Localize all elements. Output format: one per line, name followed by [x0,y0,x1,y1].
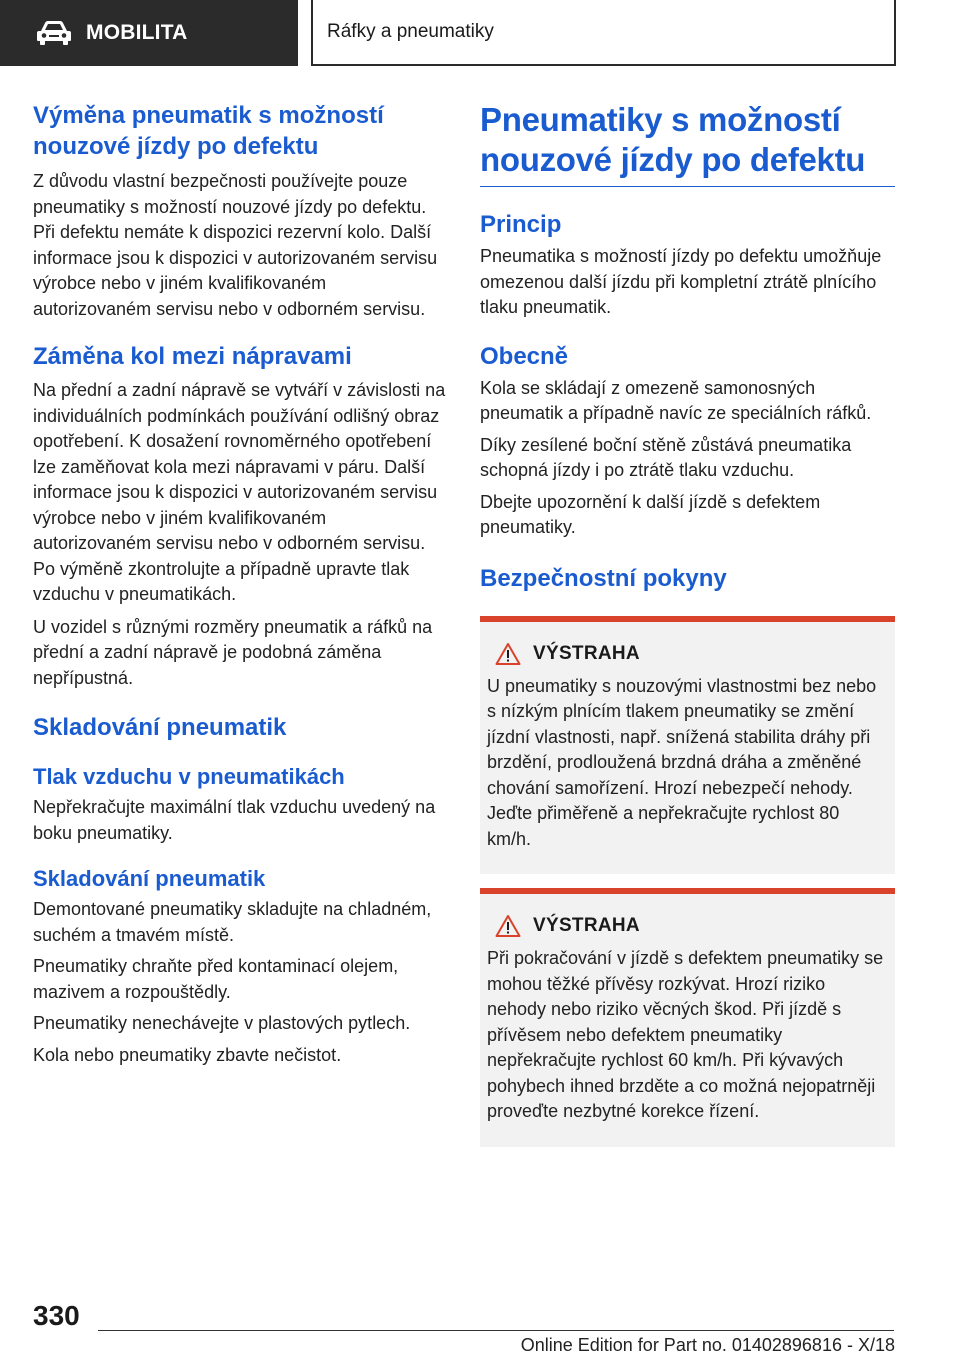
paragraph: Demontované pneumatiky skladujte na chladném, suchém a tmavém místě. [33,899,432,945]
paragraph: U vozidel s různými rozměry pneumatik a ráfků na přední a zadní nápravě je podobná záměna nepřípustná. [33,616,433,688]
paragraph: Díky zesílené boční stěně zůstává pneumatika schopná jízdy i po ztrátě tlaku vzduchu. [480,434,852,480]
paragraph: Kola nebo pneumatiky zbavte nečistot. [33,1044,342,1065]
page-number: 330 [33,1300,80,1331]
warning-box [480,888,895,1147]
heading-tire-storage: Skladování pneumatik [33,714,287,741]
subheading-tire-pressure: Tlak vzduchu v pneumatikách [33,764,345,789]
chapter-tab [311,0,896,66]
warning-header [487,914,887,938]
paragraph: Kola se skládají z omezeně samonosných pneumatik a případně navíc ze speciálních ráfků. [480,377,872,423]
paragraph: Dbejte upozornění k další jízdě s defektem pneumatiky. [480,491,821,537]
edition-note: Online Edition for Part no. 01402896816 - X/18 [520,1335,895,1355]
warning-box [480,616,895,875]
paragraph: Pneumatika s možností jízdy po defektu umožňuje omezenou další jízdu při kompletní ztrátě plnícího tlaku pneumatik. [480,246,882,317]
right-column [480,100,895,1147]
car-icon [36,20,72,46]
section-label: MOBILITA [86,21,188,44]
chapter-title: Ráfky a pneumatiky [327,21,494,42]
heading-principle: Princip [480,211,562,238]
chapter-heading: Pneumatiky s možností nouzové jízdy po defektu [480,101,866,178]
heading-general: Obecně [480,342,569,370]
warning-triangle-icon [495,914,521,938]
paragraph: Z důvodu vlastní bezpečnosti používejte pouze pneumatiky s možností nouzové jízdy po defektu. Při defektu nemáte k dispozici rezervní kolo. Další informace jsou k dispozici v autorizovaném servisu výrobce nebo v jiném kvalifikovaném autorizovaném servisu nebo v odborném servisu. [33,171,438,319]
left-column [33,100,447,1068]
paragraph: Pneumatiky chraňte před kontaminací olejem, mazivem a rozpouštědly. [33,956,399,1002]
warning-triangle-icon [495,642,521,666]
warning-label: VÝSTRAHA [533,915,640,936]
paragraph: Nepřekračujte maximální tlak vzduchu uvedený na boku pneumatiky. [33,797,436,843]
subheading-storage: Skladování pneumatik [33,866,266,891]
paragraph: Na přední a zadní nápravě se vytváří v závislosti na individuálních podmínkách používání odlišný obraz opotřebení. K dosažení rovnoměrného opotřebení lze zaměňovat kola mezi nápravami v páru. Další informace jsou k dispozici v autorizovaném servisu výrobce nebo v jiném kvalifikovaném autorizovaném servisu nebo v odborném servisu. Po výměně zkontrolujte a případně upravte tlak vzduchu v pneumatikách. [33,380,446,604]
warning-label: VÝSTRAHA [533,642,640,664]
warning-text: U pneumatiky s nouzovými vlastnostmi bez nebo s nízkým plnícím tlakem pneumatiky se změní jízdní vlastnosti, např. snížená stabilita dráhy při brzdění, prodloužená brzdná dráha a změněné chování samořízení. Hrozí nebezpečí nehody. Jeďte přiměřeně a nepřekračujte rychlost 80 km/h. [487,675,877,849]
heading-wheel-rotation: Záměna kol mezi nápravami [33,343,352,370]
section-tab [0,0,298,66]
heading-divider [480,186,895,187]
page-header [0,0,960,66]
heading-runflat-replacement: Výměna pneumatik s možností nouzové jízdy po defektu [33,102,384,160]
paragraph: Pneumatiky nenechávejte v plastových pytlech. [33,1013,411,1033]
heading-safety: Bezpečnostní pokyny [480,564,727,592]
footer-divider [98,1330,894,1331]
warning-text: Při pokračování v jízdě s defektem pneumatiky se mohou těžké přívěsy rozkývat. Hrozí riziko nehody nebo riziko věcných škod. Při jízdě s přívěsem nebo defektem pneumatiky nepřekračujte rychlost 60 km/h. Při kývavých pohybech ihned brzděte a co možná nejopatrněji proveďte nezbytné korekce řízení. [487,948,884,1121]
warning-header [487,642,887,666]
